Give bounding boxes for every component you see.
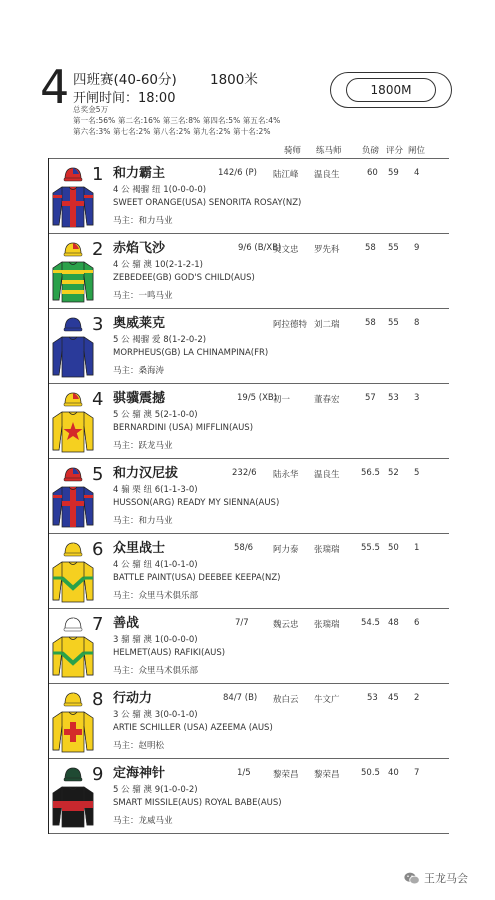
trainer-name: 温良生 <box>314 470 340 480</box>
pedigree: HELMET(AUS) RAFIKI(AUS) <box>113 648 226 658</box>
column-header-gate: 闸位 <box>408 146 426 156</box>
jockey-name: 阿拉德特 <box>273 320 308 330</box>
owner: 马主：一鸣马业 <box>113 291 173 301</box>
trainer-name: 牛文广 <box>314 695 340 705</box>
track-badge <box>330 72 452 108</box>
horse-name: 和力霸主 <box>113 166 166 181</box>
gate-number: 8 <box>414 318 420 328</box>
horse-name: 赤焰飞沙 <box>113 241 166 256</box>
rating: 40 <box>388 768 399 778</box>
race-distance: 1800米 <box>210 72 258 88</box>
gate-number: 6 <box>414 618 420 628</box>
runner-list-bottom-border <box>49 833 449 834</box>
rating: 59 <box>388 168 399 178</box>
trainer-name: 张瑞瑞 <box>314 620 340 630</box>
carried-weight: 58 <box>365 318 376 328</box>
rating: 45 <box>388 693 399 703</box>
runner-row <box>49 233 449 308</box>
odds-gear: 142/6 (P) <box>218 168 257 178</box>
jockey-name: 陆江峰 <box>273 170 299 180</box>
runner-row <box>49 458 449 533</box>
watermark-text: 王龙马会 <box>424 872 468 885</box>
carried-weight: 54.5 <box>361 618 380 628</box>
pedigree: ZEBEDEE(GB) GOD'S CHILD(AUS) <box>113 273 255 283</box>
runner-number: 4 <box>92 389 104 410</box>
carried-weight: 55.5 <box>361 543 380 553</box>
horse-info: 3 公 骝 澳 3(0-0-1-0) <box>113 710 198 720</box>
trainer-name: 董春宏 <box>314 395 340 405</box>
horse-name: 和力汉尼拔 <box>113 466 179 481</box>
runner-row <box>49 383 449 458</box>
owner: 马主：和力马业 <box>113 516 173 526</box>
trainer-name: 黎荣昌 <box>314 770 340 780</box>
horse-name: 善战 <box>113 616 140 631</box>
wechat-icon <box>404 872 420 885</box>
horse-info: 4 公 褐骝 纽 1(0-0-0-0) <box>113 185 207 195</box>
horse-name: 众里战士 <box>113 541 166 556</box>
race-start-time: 开闸时间：18:00 <box>73 91 176 106</box>
track-distance-label: 1800M <box>346 78 436 102</box>
horse-info: 5 公 褐骝 爱 8(1-2-0-2) <box>113 335 207 345</box>
odds-gear: 58/6 <box>234 543 254 553</box>
jockey-silks-icon <box>51 465 95 529</box>
jockey-silks-icon <box>51 315 95 379</box>
gate-number: 5 <box>414 468 420 478</box>
rating: 55 <box>388 318 399 328</box>
odds-gear: 7/7 <box>235 618 249 628</box>
owner: 马主：龙威马业 <box>113 816 173 826</box>
odds-gear: 84/7 (B) <box>223 693 258 703</box>
carried-weight: 58 <box>365 243 376 253</box>
odds-gear: 232/6 <box>232 468 257 478</box>
owner: 马主：桑海涛 <box>113 366 165 376</box>
runner-row <box>49 608 449 683</box>
rating: 55 <box>388 243 399 253</box>
carried-weight: 56.5 <box>361 468 380 478</box>
jockey-silks-icon <box>51 240 95 304</box>
owner: 马主：和力马业 <box>113 216 173 226</box>
jockey-name: 阿力泰 <box>273 545 299 555</box>
runner-row <box>49 683 449 758</box>
pedigree: SMART MISSILE(AUS) ROYAL BABE(AUS) <box>113 798 282 808</box>
column-header-weight: 负磅 <box>362 146 380 156</box>
runner-number: 1 <box>92 164 104 185</box>
column-header-trainer: 练马师 <box>316 146 342 156</box>
runner-number: 6 <box>92 539 104 560</box>
jockey-silks-icon <box>51 615 95 679</box>
rating: 50 <box>388 543 399 553</box>
jockey-name: 陆永华 <box>273 470 299 480</box>
jockey-name: 敖白云 <box>273 695 299 705</box>
jockey-silks-icon <box>51 690 95 754</box>
gate-number: 2 <box>414 693 420 703</box>
carried-weight: 57 <box>365 393 376 403</box>
race-number: 4 <box>40 60 70 114</box>
runner-number: 5 <box>92 464 104 485</box>
horse-info: 4 公 骝 澳 10(2-1-2-1) <box>113 260 203 270</box>
gate-number: 9 <box>414 243 420 253</box>
prize-split-line-1: 第一名:56% 第二名:16% 第三名:8% 第四名:5% 第五名:4% <box>73 116 281 125</box>
rating: 48 <box>388 618 399 628</box>
owner: 马主：众里马术俱乐部 <box>113 666 199 676</box>
carried-weight: 50.5 <box>361 768 380 778</box>
runner-number: 8 <box>92 689 104 710</box>
pedigree: HUSSON(ARG) READY MY SIENNA(AUS) <box>113 498 280 508</box>
trainer-name: 刘二瑞 <box>314 320 340 330</box>
jockey-silks-icon <box>51 540 95 604</box>
jockey-silks-icon <box>51 165 95 229</box>
trainer-name: 温良生 <box>314 170 340 180</box>
trainer-name: 张瑞瑞 <box>314 545 340 555</box>
gate-number: 7 <box>414 768 420 778</box>
jockey-silks-icon <box>51 765 95 829</box>
jockey-name: 吴文忠 <box>273 245 299 255</box>
rating: 52 <box>388 468 399 478</box>
odds-gear: 19/5 (XB) <box>237 393 278 403</box>
horse-name: 奥威莱克 <box>113 316 166 331</box>
watermark <box>404 870 468 886</box>
horse-info: 4 骟 栗 纽 6(1-1-3-0) <box>113 485 198 495</box>
horse-info: 4 公 骝 纽 4(1-0-1-0) <box>113 560 198 570</box>
odds-gear: 1/5 <box>237 768 251 778</box>
carried-weight: 60 <box>367 168 378 178</box>
pedigree: MORPHEUS(GB) LA CHINAMPINA(FR) <box>113 348 269 358</box>
odds-gear: 9/6 (B/XB) <box>238 243 282 253</box>
owner: 马主：跃龙马业 <box>113 441 173 451</box>
owner: 马主：众里马术俱乐部 <box>113 591 199 601</box>
race-title: 四班赛(40-60分) <box>73 72 177 88</box>
horse-info: 3 骝 骝 澳 1(0-0-0-0) <box>113 635 198 645</box>
runner-row <box>49 308 449 383</box>
horse-info: 5 公 骝 澳 9(1-0-0-2) <box>113 785 198 795</box>
jockey-name: 魏云忠 <box>273 620 299 630</box>
gate-number: 1 <box>414 543 420 553</box>
horse-name: 定海神针 <box>113 766 166 781</box>
pedigree: BERNARDINI (USA) MIFFLIN(AUS) <box>113 423 254 433</box>
owner: 马主：赵明松 <box>113 741 165 751</box>
trainer-name: 罗先科 <box>314 245 340 255</box>
runner-number: 2 <box>92 239 104 260</box>
runner-number: 9 <box>92 764 104 785</box>
prize-total: 总奖金5万 <box>73 105 109 114</box>
runner-row <box>49 158 449 233</box>
pedigree: BATTLE PAINT(USA) DEEBEE KEEPA(NZ) <box>113 573 281 583</box>
runner-number: 3 <box>92 314 104 335</box>
gate-number: 3 <box>414 393 420 403</box>
runner-row <box>49 533 449 608</box>
runner-row <box>49 758 449 833</box>
gate-number: 4 <box>414 168 420 178</box>
prize-split-line-2: 第六名:3% 第七名:2% 第八名:2% 第九名:2% 第十名:2% <box>73 127 271 136</box>
carried-weight: 53 <box>367 693 378 703</box>
rating: 53 <box>388 393 399 403</box>
jockey-silks-icon <box>51 390 95 454</box>
horse-name: 骐骥震撼 <box>113 391 166 406</box>
horse-info: 5 公 骝 澳 5(2-1-0-0) <box>113 410 198 420</box>
jockey-name: 初一 <box>273 395 291 405</box>
pedigree: SWEET ORANGE(USA) SENORITA ROSAY(NZ) <box>113 198 302 208</box>
column-header-jockey: 骑师 <box>284 146 302 156</box>
column-header-rating: 评分 <box>386 146 404 156</box>
jockey-name: 黎荣昌 <box>273 770 299 780</box>
pedigree: ARTIE SCHILLER (USA) AZEEMA (AUS) <box>113 723 273 733</box>
runner-number: 7 <box>92 614 104 635</box>
horse-name: 行动力 <box>113 691 153 706</box>
